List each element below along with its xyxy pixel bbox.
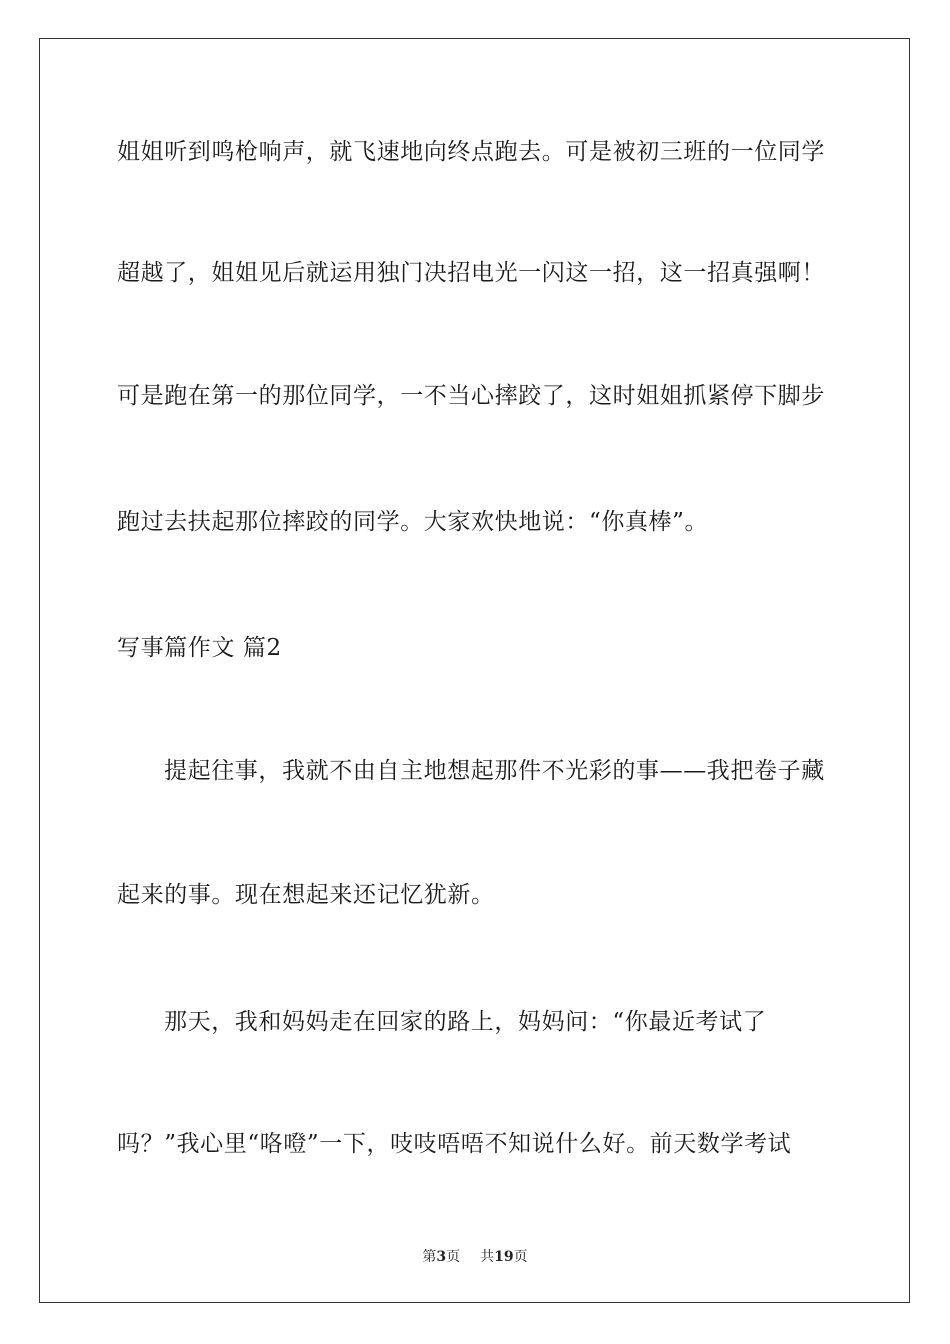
text-line-2: 超越了，姐姐见后就运用独门决招电光一闪这一招，这一招真强啊！ [117,260,825,286]
page-number: 3 [436,1249,447,1265]
page-suffix: 页 [446,1249,461,1265]
text-line-6: 提起往事，我就不由自主地想起那件不光彩的事——我把卷子藏 [164,758,825,784]
page-footer [0,1247,950,1267]
total-pages: 19 [494,1249,514,1265]
page-prefix: 第 [422,1249,437,1265]
section-heading: 写事篇作文 篇2 [117,635,282,661]
text-line-9: 吗？”我心里“咯噔”一下，吱吱唔唔不知说什么好。前天数学考试 [117,1131,792,1157]
text-line-8: 那天，我和妈妈走在回家的路上，妈妈问：“你最近考试了 [164,1009,767,1035]
text-line-1: 姐姐听到鸣枪响声，就飞速地向终点跑去。可是被初三班的一位同学 [117,139,825,165]
page-border [39,38,910,1303]
text-line-4: 跑过去扶起那位摔跤的同学。大家欢快地说：“你真棒”。 [117,509,709,535]
total-suffix: 页 [513,1249,528,1265]
text-line-7: 起来的事。现在想起来还记忆犹新。 [117,882,495,908]
text-line-3: 可是跑在第一的那位同学，一不当心摔跤了，这时姐姐抓紧停下脚步 [117,383,825,409]
total-prefix: 共 [480,1249,495,1265]
